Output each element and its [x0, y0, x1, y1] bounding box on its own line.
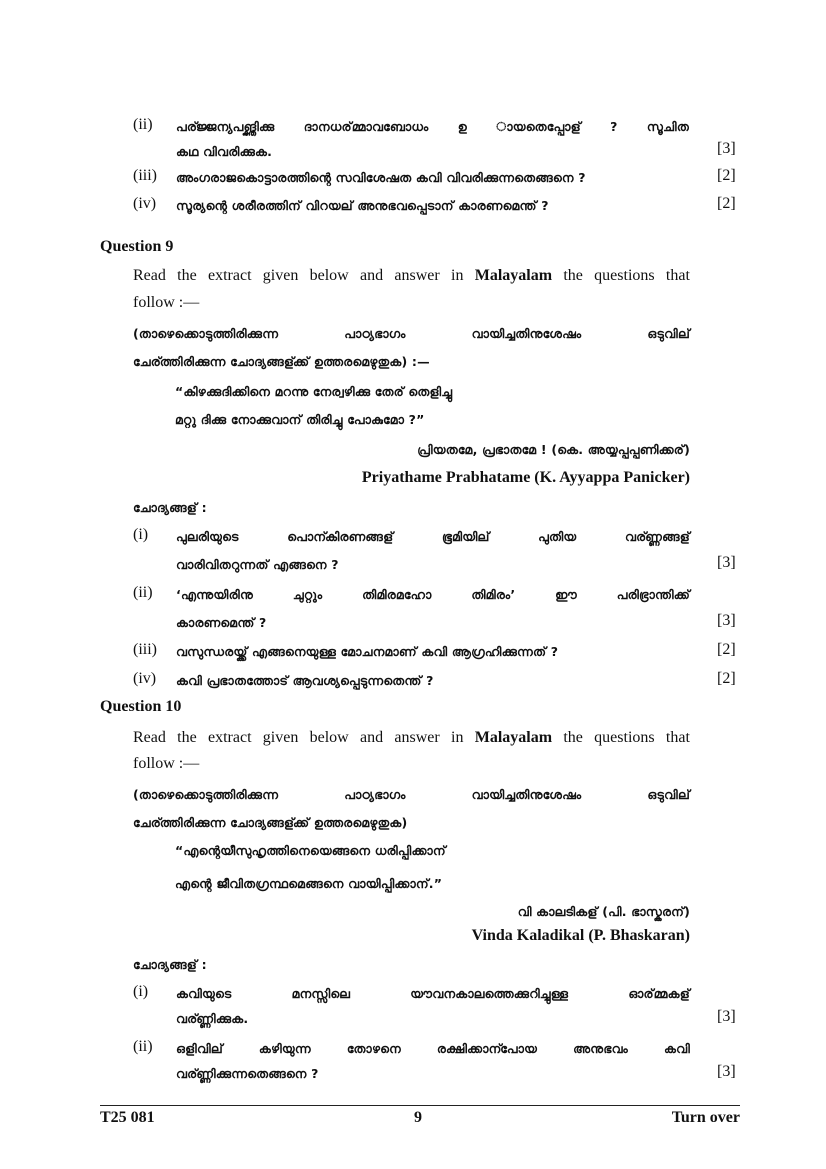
- q9-verse-line2: മറ്റു ദിക്കു നോക്കുവാന് തിരിച്ചു പോകുമോ ?”: [175, 412, 425, 427]
- word: ഉ: [457, 119, 467, 134]
- q10-ml-instruction-line2: ചേര്ത്തിരിക്കുന്ന ചോദ്യങ്ങള്ക്ക് ഉത്തരമെഴുതുക): [133, 815, 408, 830]
- q9-i-number: (i): [133, 526, 149, 543]
- word: Read: [133, 267, 166, 284]
- word: പരിഭ്രാന്തിക്ക്: [616, 587, 690, 602]
- word: പൊന്കിരണങ്ങള്: [287, 529, 394, 544]
- word: കവിയുടെ: [176, 986, 232, 1001]
- word: രക്ഷിക്കാന്പോയ: [436, 1041, 538, 1056]
- word: ഭൂമിയില്: [441, 529, 490, 544]
- q10-ii-number: (ii): [133, 1038, 153, 1055]
- word: given: [262, 267, 299, 284]
- q10-ii-line2: വര്ണ്ണിക്കുന്നതെങ്ങനെ ?: [176, 1066, 319, 1081]
- q10-ii-line1: [176, 1041, 690, 1057]
- q8-ii-line2: കഥ വിവരിക്കുക.: [176, 144, 273, 159]
- word: വായിച്ചതിനുശേഷം: [471, 326, 582, 341]
- q8-iv-text: സൂര്യന്റെ ശരീരത്തിന് വിറയല് അനുഭവപ്പെടാന് കാരണമെന്ത് ?: [176, 198, 549, 213]
- q10-verse-line2: എന്റെ ജീവിതഗ്രന്ഥമെങ്ങനെ വായിപ്പിക്കാന്.”: [175, 876, 443, 891]
- word: പാഠ്യഭാഗം: [344, 326, 406, 341]
- q9-iv-text: കവി പ്രഭാതത്തോട് ആവശ്യപ്പെടുന്നതെന്ത് ?: [176, 673, 434, 688]
- question-9-title: Question 9: [100, 238, 174, 255]
- word: the: [563, 267, 583, 284]
- word: കവി: [663, 1041, 690, 1056]
- q8-iv-marks: [2]: [717, 195, 736, 212]
- q9-ii-number: (ii): [133, 584, 153, 601]
- word: that: [665, 267, 690, 284]
- q10-instruction-line2: follow :—: [133, 755, 200, 772]
- word: ഒളിവില്: [176, 1041, 223, 1056]
- word: ചുറ്റും: [292, 587, 323, 602]
- q9-iii-marks: [2]: [717, 641, 736, 658]
- word: the: [177, 729, 197, 746]
- word: യൗവനകാലത്തെക്കുറിച്ചുള്ള: [410, 986, 569, 1001]
- q8-iii-number: (iii): [133, 167, 157, 184]
- footer-rule: [100, 1105, 740, 1106]
- word: തിമിരം’: [471, 587, 516, 602]
- word: ായതെപ്പോള്: [496, 119, 581, 134]
- q10-i-line2: വര്ണ്ണിക്കുക.: [176, 1011, 249, 1026]
- word: വായിച്ചതിനുശേഷം: [471, 787, 582, 802]
- word: ഒടുവില്: [647, 326, 690, 341]
- q10-i-marks: [3]: [717, 1008, 736, 1025]
- word: Read: [133, 729, 166, 746]
- q8-iv-number: (iv): [133, 195, 157, 212]
- q9-iv-number: (iv): [133, 670, 157, 687]
- question-10-title: Question 10: [100, 698, 182, 715]
- q9-ii-marks: [3]: [717, 612, 736, 629]
- word: extract: [207, 267, 252, 284]
- q9-source-english: Priyathame Prabhatame (K. Ayyappa Panicker): [361, 469, 690, 486]
- q9-verse-line1: “കിഴക്കുദിക്കിനെ മറന്നു നേര്വഴിക്കു തേര് തെളിച്ചു: [175, 384, 453, 399]
- word: അനുഭവം: [573, 1041, 628, 1056]
- word: in: [451, 267, 464, 284]
- q10-source-english: Vinda Kaladikal (P. Bhaskaran): [471, 927, 690, 944]
- q9-i-marks: [3]: [717, 554, 736, 571]
- word: and: [360, 729, 384, 746]
- word: പുതിയ: [538, 529, 577, 544]
- q10-instruction-line1: [133, 729, 690, 747]
- word: സൂചിത: [646, 119, 689, 134]
- q10-i-number: (i): [133, 983, 149, 1000]
- word: മനസ്സിലെ: [291, 986, 351, 1001]
- q10-ml-instruction-line1: [133, 787, 690, 803]
- word: (താഴെക്കൊടുത്തിരിക്കുന്ന: [133, 326, 279, 341]
- word: given: [262, 729, 299, 746]
- q9-questions-label: ചോദ്യങ്ങള് :: [133, 500, 207, 515]
- q9-iii-number: (iii): [133, 641, 157, 658]
- q8-ii-line1: [176, 119, 689, 135]
- word: the: [177, 267, 197, 284]
- word: തോഴനെ: [346, 1041, 401, 1056]
- word: ‘എന്നുയിരിനു: [176, 587, 253, 602]
- word-bold: Malayalam: [474, 267, 553, 284]
- word: കഴിയുന്ന: [258, 1041, 311, 1056]
- word: that: [665, 729, 690, 746]
- q9-instruction-line1: [133, 267, 690, 285]
- q9-iii-text: വസുന്ധരയ്ക്ക് എങ്ങനെയുള്ള മോചനമാണ് കവി ആഗ്രഹിക്കുന്നത് ?: [176, 644, 559, 659]
- word: പര്ജ്ജന്യപങ്ക്തിക്കു: [176, 119, 275, 134]
- word: answer: [394, 267, 440, 284]
- q9-ii-line1: [176, 587, 690, 603]
- word: വര്ണ്ണങ്ങള്: [624, 529, 690, 544]
- word: ഓര്മ്മകള്: [628, 986, 690, 1001]
- q9-i-line1: [176, 529, 690, 545]
- word: തിമിരമഹോ: [362, 587, 432, 602]
- word: questions: [594, 729, 655, 746]
- word: the: [563, 729, 583, 746]
- word: questions: [594, 267, 655, 284]
- q9-iv-marks: [2]: [717, 670, 736, 687]
- word: below: [309, 267, 349, 284]
- paper-code: T25 081: [100, 1109, 155, 1126]
- q10-ii-marks: [3]: [717, 1063, 736, 1080]
- word: answer: [394, 729, 440, 746]
- q10-verse-line1: “എന്റെയീസുഹൃത്തിനെയെങ്ങനെ ധരിപ്പിക്കാന്: [175, 843, 446, 858]
- page-number: 9: [414, 1109, 422, 1126]
- word: ദാനധര്മ്മാവബോധം: [303, 119, 429, 134]
- q8-iii-text: അംഗരാജകൊട്ടാരത്തിന്റെ സവിശേഷത കവി വിവരിക്കുന്നതെങ്ങനെ ?: [176, 170, 586, 185]
- q8-ii-number: (ii): [133, 116, 153, 133]
- q9-ml-instruction-line2: ചേര്ത്തിരിക്കുന്ന ചോദ്യങ്ങള്ക്ക് ഉത്തരമെഴുതുക) :—: [133, 354, 430, 369]
- word: ?: [610, 119, 618, 134]
- word: in: [451, 729, 464, 746]
- q10-source-malayalam: വി കാലടികള് (പി. ഭാസ്കരന്): [517, 904, 690, 919]
- word: and: [360, 267, 384, 284]
- word: പുലരിയുടെ: [176, 529, 239, 544]
- q9-i-line2: വാരിവിതറുന്നത് എങ്ങനെ ?: [176, 557, 339, 572]
- q10-questions-label: ചോദ്യങ്ങള് :: [133, 957, 207, 972]
- q10-i-line1: [176, 986, 690, 1002]
- q9-ii-line2: കാരണമെന്ത് ?: [176, 615, 267, 630]
- word: below: [309, 729, 349, 746]
- word: ഒടുവില്: [647, 787, 690, 802]
- turn-over: Turn over: [671, 1109, 740, 1126]
- word: പാഠ്യഭാഗം: [344, 787, 406, 802]
- q9-ml-instruction-line1: [133, 326, 690, 342]
- q9-source-malayalam: പ്രിയതമേ, പ്രഭാതമേ ! (കെ. അയ്യപ്പപ്പണിക്കര്): [417, 442, 690, 457]
- q8-iii-marks: [2]: [717, 167, 736, 184]
- word: ഈ: [555, 587, 577, 602]
- q8-ii-marks: [3]: [717, 140, 736, 157]
- q9-instruction-line2: follow :—: [133, 294, 200, 311]
- word-bold: Malayalam: [474, 729, 553, 746]
- word: (താഴെക്കൊടുത്തിരിക്കുന്ന: [133, 787, 279, 802]
- word: extract: [207, 729, 252, 746]
